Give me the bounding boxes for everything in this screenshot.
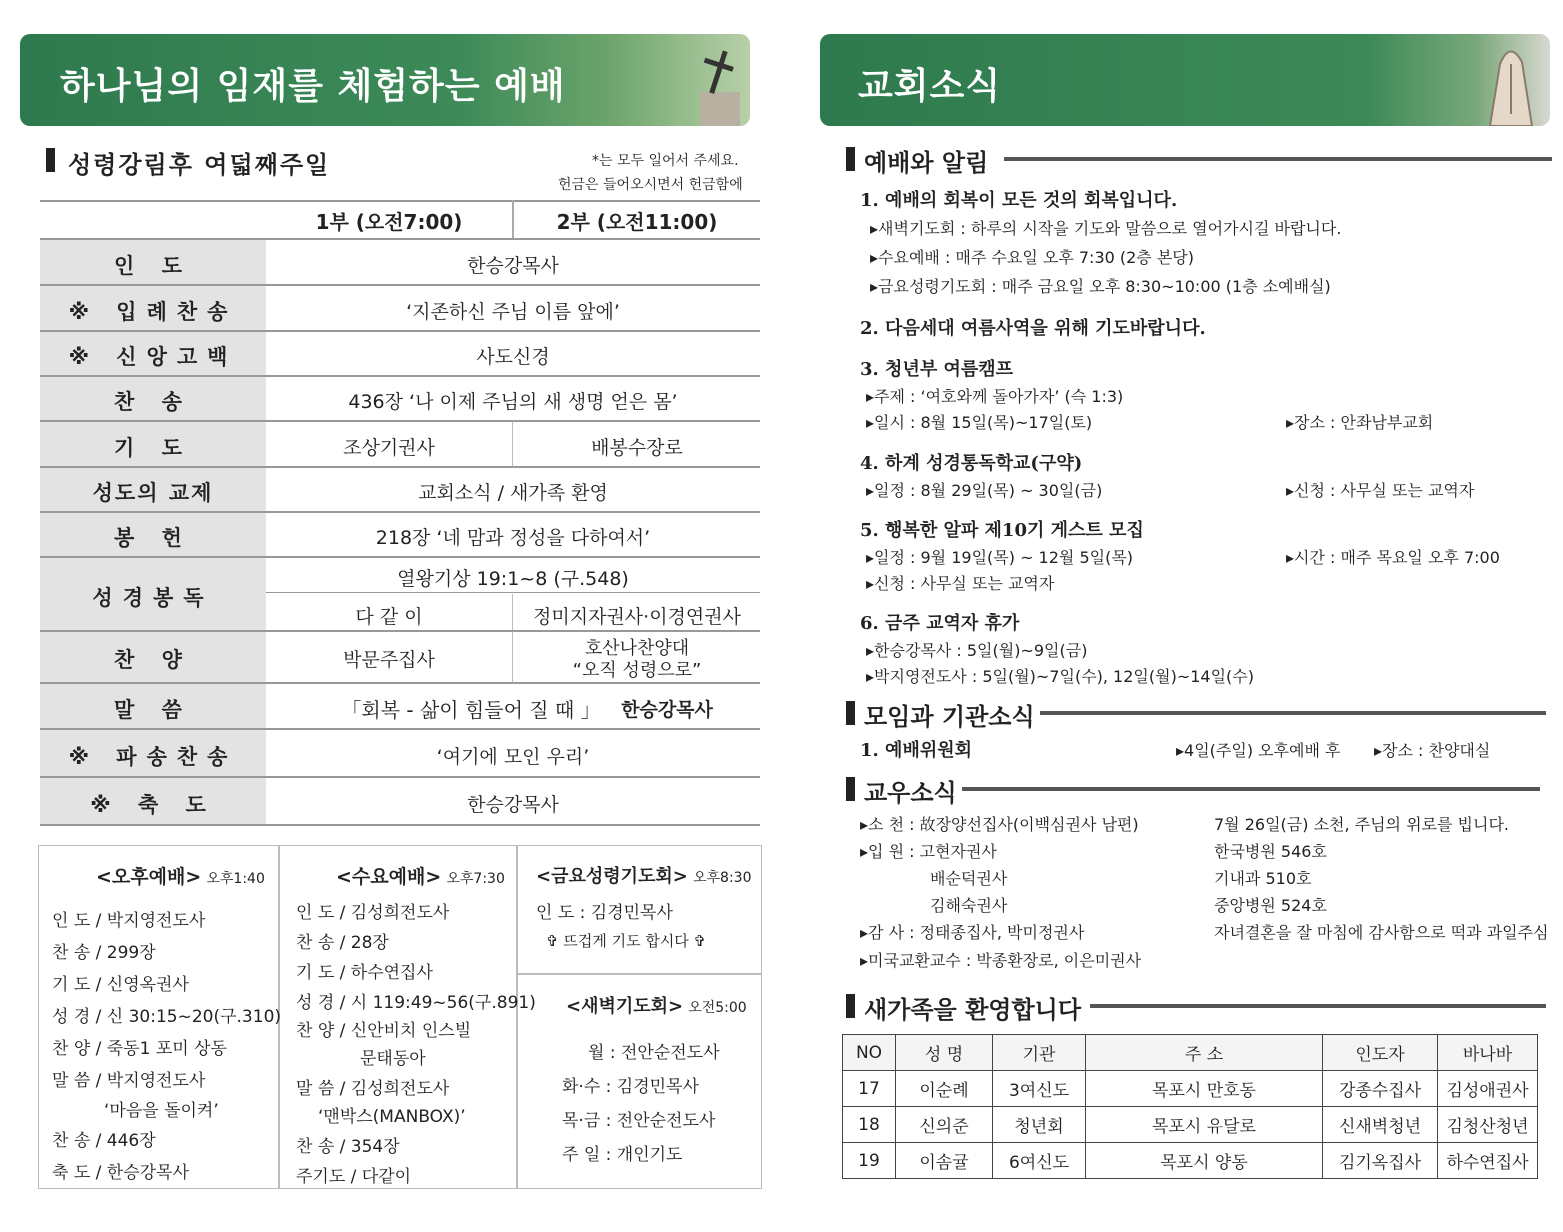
sec3-bar: [846, 777, 855, 801]
notice-5-heading: 5. 행복한 알파 제10기 게스트 모집: [860, 520, 1144, 541]
col-no: NO: [843, 1035, 896, 1071]
notice-4-heading: 4. 하계 성경통독학교(구약): [860, 453, 1083, 474]
row-label-scripture: 성경봉독: [92, 586, 214, 610]
stand-note: *는 모두 일어서 주세요.: [592, 153, 739, 169]
afternoon-line: 성 경 / 신 30:15~20(구.310): [52, 1007, 282, 1027]
row-label-leader: 인 도: [114, 254, 192, 278]
col-org: 기관: [993, 1035, 1086, 1071]
wednesday-line: 인 도 / 김성희전도사: [296, 903, 450, 923]
wednesday-line: 찬 송 / 28장: [296, 933, 389, 953]
wednesday-line: 문태동아: [360, 1049, 426, 1069]
member-news-right: 한국병원 546호: [1214, 842, 1327, 861]
friday-leader: 인 도 : 김경민목사: [536, 903, 673, 923]
row-value-prayer-1: 조상기권사: [343, 437, 435, 459]
member-news-left: ▸입 원 : 고현자권사: [860, 842, 997, 861]
col-guide: 인도자: [1323, 1035, 1438, 1071]
row-label-entrance-hymn: ※ 입례찬송: [68, 300, 238, 324]
afternoon-line: 찬 양 / 죽동1 포미 상동: [52, 1039, 227, 1059]
praying-hands-icon: [1470, 34, 1550, 126]
notice-4-line: ▸일정 : 8월 29일(목) ~ 30일(금): [866, 481, 1103, 500]
wednesday-line: 찬 송 / 354장: [296, 1137, 400, 1157]
row-label-prayer: 기 도: [114, 436, 192, 460]
member-news-left: 배순덕권사: [930, 869, 1008, 888]
row-value-offering: 218장 ‘네 맘과 정성을 다하여서’: [375, 527, 651, 549]
left-banner-title: 하나님의 임재를 체험하는 예배: [60, 66, 566, 107]
col-address: 주 소: [1086, 1035, 1323, 1071]
afternoon-line: 말 씀 / 박지영전도사: [52, 1071, 206, 1091]
notice-1-line: ▸수요예배 : 매주 수요일 오후 7:30 (2층 본당): [870, 248, 1195, 267]
afternoon-line: 기 도 / 신영옥권사: [52, 975, 189, 995]
row-value-anthem-title: “오직 성령으로”: [572, 660, 702, 681]
wednesday-line: 성 경 / 시 119:49~56(구.891): [296, 993, 536, 1013]
member-news-right: 기내과 510호: [1214, 869, 1312, 888]
row-value-scripture: 열왕기상 19:1~8 (구.548): [397, 568, 629, 590]
offering-note: 헌금은 들어오시면서 헌금함에: [558, 177, 743, 193]
notice-3-heading: 3. 청년부 여름캠프: [860, 359, 1014, 380]
member-news-right: 7월 26일(금) 소천, 주님의 위로를 빕니다.: [1214, 815, 1510, 834]
row-value-sermon: 「회복 - 삶이 힘들어 질 때 」: [341, 698, 601, 722]
row-label-benediction: ※ 축 도: [90, 793, 216, 817]
sec4-bar: [846, 994, 855, 1018]
row-value-anthem-1: 박문주집사: [343, 649, 435, 671]
row-label-anthem: 찬 양: [114, 648, 192, 672]
service-1-header: 1부 (오전7:00): [315, 210, 463, 234]
sec4-title: 새가족을 환영합니다: [864, 996, 1082, 1024]
wednesday-title: <수요예배> 오후7:30: [336, 866, 505, 888]
meeting-place: ▸장소 : 찬양대실: [1374, 741, 1491, 760]
row-value-sending-hymn: ‘여기에 모인 우리’: [436, 746, 590, 768]
service-2-header: 2부 (오전11:00): [556, 210, 718, 234]
notice-1-line: ▸금요성령기도회 : 매주 금요일 오후 8:30~10:00 (1층 소예배실): [870, 277, 1331, 296]
sec1-title: 예배와 알림: [864, 149, 989, 177]
row-value-sermon-preacher: 한승강목사: [621, 699, 713, 721]
notice-1-heading: 1. 예배의 회복이 모든 것의 회복입니다.: [860, 190, 1178, 211]
row-label-fellowship: 성도의 교제: [92, 481, 214, 505]
dawn-line: 월 : 전안순전도사: [588, 1043, 720, 1063]
afternoon-line: ‘마음을 돌이켜’: [104, 1101, 219, 1121]
notice-6-heading: 6. 금주 교역자 휴가: [860, 613, 1020, 634]
member-news-right: 자녀결혼을 잘 마침에 감사함으로 떡과 과일주심: [1214, 923, 1549, 942]
sec2-bar: [846, 701, 855, 725]
table-row: 19 이솜귤 6여신도 목포시 양동 김기옥집사 하수연집사: [843, 1143, 1538, 1179]
col-name: 성 명: [896, 1035, 993, 1071]
notice-6-line: ▸한승강목사 : 5일(월)~9일(금): [866, 641, 1088, 660]
cross-icon: [670, 42, 750, 126]
row-label-offering: 봉 헌: [114, 526, 192, 550]
table-row: 18 신의준 청년회 목포시 유달로 신새벽청년 김청산청년: [843, 1107, 1538, 1143]
new-family-table: [842, 1034, 1538, 1179]
dawn-line: 주 일 : 개인기도: [562, 1145, 683, 1165]
member-news-left: 김해숙권사: [930, 896, 1008, 915]
afternoon-line: 축 도 / 한승강목사: [52, 1163, 189, 1183]
right-banner: [820, 34, 1550, 126]
member-news-right: 중앙병원 524호: [1214, 896, 1327, 915]
member-news-left: ▸미국교환교수 : 박종환장로, 이은미권사: [860, 951, 1142, 970]
member-news-left: ▸소 천 : 故장양선집사(이백심권사 남편): [860, 815, 1139, 834]
afternoon-title: <오후예배> 오후1:40: [96, 866, 265, 888]
row-label-creed: ※ 신앙고백: [68, 345, 238, 369]
row-value-leader: 한승강목사: [467, 255, 559, 277]
afternoon-line: 찬 송 / 299장: [52, 943, 156, 963]
wednesday-line: ‘맨박스(MANBOX)’: [318, 1107, 466, 1127]
friday-title: <금요성령기도회> 오후8:30: [536, 866, 752, 887]
wednesday-line: 기 도 / 하수연집사: [296, 963, 433, 983]
sec2-title: 모임과 기관소식: [864, 703, 1035, 731]
row-value-creed: 사도신경: [476, 346, 550, 368]
left-banner: [20, 34, 750, 126]
wednesday-line: 말 씀 / 김성희전도사: [296, 1079, 450, 1099]
notice-2-heading: 2. 다음세대 여름사역을 위해 기도바랍니다.: [860, 318, 1206, 339]
row-value-benediction: 한승강목사: [467, 794, 559, 816]
row-label-sending-hymn: ※ 파송찬송: [68, 745, 238, 769]
notice-5-line: ▸일정 : 9월 19일(목) ~ 12월 5일(목): [866, 548, 1134, 567]
wednesday-line: 찬 양 / 신안비치 인스빌: [296, 1021, 472, 1041]
row-label-hymn: 찬 송: [114, 390, 192, 414]
notice-3-side: ▸장소 : 안좌남부교회: [1286, 413, 1434, 432]
table-row: 17 이순례 3여신도 목포시 만호동 강종수집사 김성애권사: [843, 1071, 1538, 1107]
row-value-prayer-2: 배봉수장로: [591, 437, 683, 459]
dawn-title: <새벽기도회> 오전5:00: [566, 996, 747, 1017]
afternoon-line: 인 도 / 박지영전도사: [52, 911, 206, 931]
member-news-left: ▸감 사 : 정태종집사, 박미정권사: [860, 923, 1085, 942]
week-title-bar: [46, 148, 55, 172]
notice-6-line: ▸박지영전도사 : 5일(월)~7일(수), 12일(월)~14일(수): [866, 667, 1254, 686]
dawn-line: 화·수 : 김경민목사: [562, 1077, 699, 1097]
notice-1-line: ▸새벽기도회 : 하루의 시작을 기도와 말씀으로 열어가시길 바랍니다.: [870, 219, 1342, 238]
sec3-title: 교우소식: [864, 779, 957, 807]
notice-3-line: ▸주제 : ‘여호와께 돌아가자’ (슥 1:3): [866, 387, 1124, 406]
row-value-anthem-choir: 호산나찬양대: [584, 638, 690, 659]
dawn-line: 목·금 : 전안순전도사: [562, 1111, 716, 1131]
week-title: 성령강림후 여덟째주일: [68, 151, 331, 179]
row-value-scripture-reader-2: 정미지자권사·이경연권사: [533, 606, 741, 628]
col-barnabas: 바나바: [1438, 1035, 1538, 1071]
meeting-heading: 1. 예배위원회: [860, 740, 972, 761]
row-value-fellowship: 교회소식 / 새가족 환영: [418, 482, 608, 504]
notice-5-side: ▸시간 : 매주 목요일 오후 7:00: [1286, 548, 1500, 567]
row-label-sermon: 말 씀: [114, 698, 192, 722]
afternoon-line: 찬 송 / 446장: [52, 1131, 156, 1151]
row-value-hymn: 436장 ‘나 이제 주님의 새 생명 얻은 몸’: [348, 391, 678, 413]
meeting-time: ▸4일(주일) 오후예배 후: [1176, 741, 1341, 760]
wednesday-line: 주기도 / 다같이: [296, 1167, 412, 1187]
friday-motto: ✞ 뜨겁게 기도 합시다 ✞: [546, 932, 707, 950]
notice-4-side: ▸신청 : 사무실 또는 교역자: [1286, 481, 1475, 500]
notice-5-line: ▸신청 : 사무실 또는 교역자: [866, 574, 1055, 593]
notice-3-line: ▸일시 : 8월 15일(목)~17일(토): [866, 413, 1093, 432]
right-banner-title: 교회소식: [858, 66, 1002, 107]
row-value-scripture-reader-1: 다 같 이: [355, 606, 423, 628]
sec1-bar: [846, 147, 855, 171]
row-value-entrance-hymn: ‘지존하신 주님 이름 앞에’: [406, 301, 620, 323]
